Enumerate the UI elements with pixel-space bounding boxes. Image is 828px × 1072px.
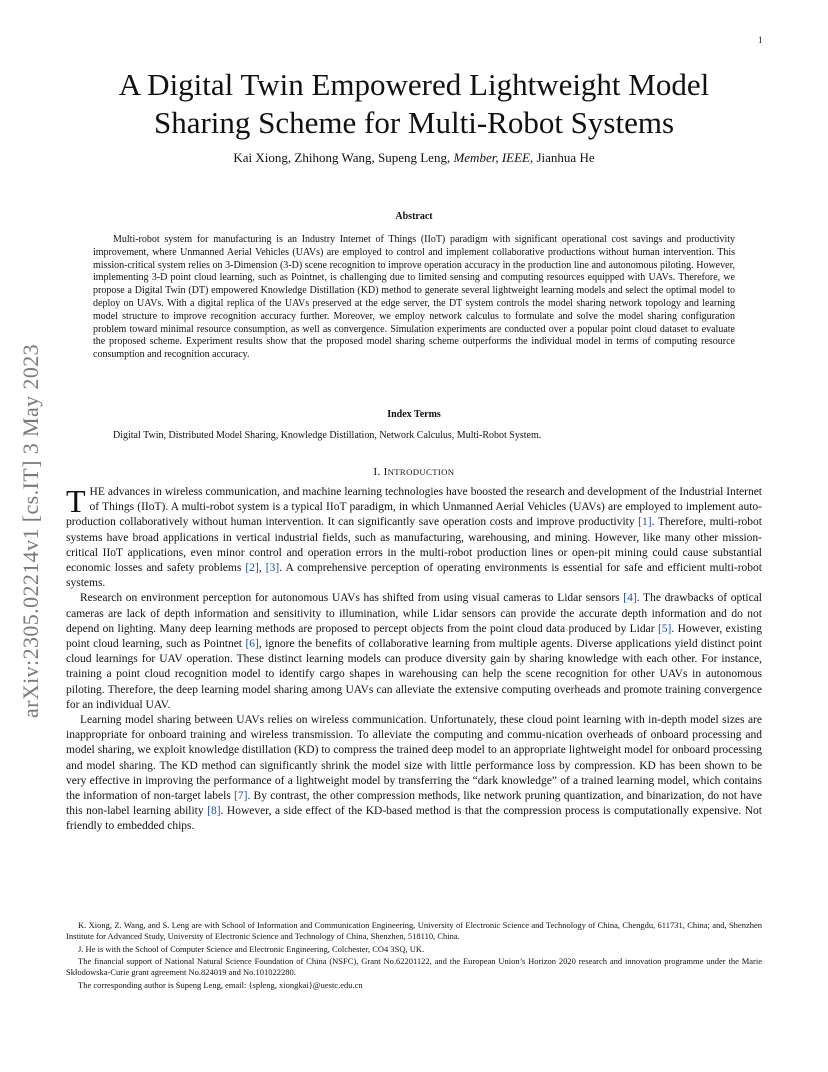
- intro-body: [66, 485, 762, 835]
- paragraph-text: . By contrast, the other compression methods, like network pruning quantization, and binarization, do not have this non-label learning ability: [66, 790, 763, 818]
- paragraph-text: . However, a side effect of the KD-based method is that the compression process is computationally expensive. Not friendly to embedded chips.: [66, 805, 762, 833]
- arxiv-stamp-text: arXiv:2305.02214v1 [cs.IT] 3 May 2023: [18, 343, 43, 719]
- citation-link[interactable]: [2]: [245, 562, 259, 575]
- footnote-affiliation: K. Xiong, Z. Wang, and S. Leng are with School of Information and Communication Engineering, University of Electronic Science and Technology of China, Chengdu, 611731, China; and, Shenzhen Institute for Advanced Study, University of Electronic Science and Technology of China, Shenzhen, 518110, China.: [66, 920, 762, 941]
- index-terms-text: Digital Twin, Distributed Model Sharing, Knowledge Distillation, Network Calculus, Multi-Robot System.: [113, 430, 542, 441]
- abstract-text: Multi-robot system for manufacturing is an Industry Internet of Things (IIoT) paradigm with significant operational cost savings and productivity improvement, where Unmanned Aerial Vehicles (UAVs) are employed to control and implement collaborative productions without human intervention. This mission-critical system relies on 3-Dimension (3-D) scene recognition to improve operation accuracy in the production line and autonomous piloting. However, implementing 3-D point cloud learning, such as Pointnet, is challenging due to limited sensing and computing resources equipped with UAVs. Therefore, we propose a Digital Twin (DT) empowered Knowledge Distillation (KD) method to generate several lightweight learning models and select the optimal model to deploy on UAVs. With a digital replica of the UAVs preserved at the edge server, the DT system controls the model sharing network topology and learning model structure to improve recognition accuracy further. Moreover, we employ network calculus to formulate and solve the model sharing configuration problem toward minimal resource consumption, as well as convergence. Simulation experiments are conducted over a popular point cloud dataset to evaluate the proposed scheme. Experiment results show that the proposed model sharing scheme outperforms the individual model in terms of computing resource consumption and recognition accuracy.: [93, 234, 735, 361]
- paragraph-text: , ignore the benefits of collaborative learning from multiple agents. Diverse applications yield distinct point cloud learnings for UAV operation. These distinct learning models can produce diversity gain by sharing knowledge with each other. For instance, training a point cloud recognition model to identify cargo shapes in warehousing can help the scene recognition for other UAVs in autonomous piloting. Therefore, the deep learning model sharing among UAVs can alleviate the extensive computing overheads and promote training convergence for an individual UAV.: [66, 638, 762, 711]
- title-line-2: Sharing Scheme for Multi-Robot Systems: [153, 105, 675, 140]
- page-number: 1: [758, 35, 763, 45]
- citation-link[interactable]: [3]: [265, 562, 280, 575]
- paper-title: [66, 66, 762, 142]
- footnotes: [66, 920, 762, 992]
- paragraph-text: . Therefore, multi-robot systems have broad applications in vertical industrial fields, such as manufacturing, warehousing, and mining. However, like many other mission-critical IIoT applications, even minor control and operation errors in the multi-robot production lines or open-pit mining could cause substantial economic losses and safety problems: [66, 516, 762, 575]
- author-names-last: , Jianhua He: [529, 150, 595, 165]
- paragraph-text: Learning model sharing between UAVs relies on wireless communication. Unfortunately, these cloud point learning with in-depth model sizes are inappropriate for onboard training and wireless transmission. To alleviate the computing and commu-nication overheads of onboard processing and model sharing, we exploit knowledge distillation (KD) to compress the trained deep model to an appropriate lightweight model for onboard processing and model sharing. The KD method can significantly shrink the model size with little performance loss by compression. KD has been shown to be very effective in improving the performance of a lightweight model by transferring the “dark knowledge” of a trained learning model, which contains the information of non-target labels: [66, 714, 762, 803]
- section-rest: NTRODUCTION: [387, 467, 455, 477]
- paragraph-text: . The drawbacks of optical cameras are lack of depth information and sensitivity to illumination, while Lidar sensors can provide the accurate depth information and do not depend on lighting. Many deep learning methods are proposed to percept objects from the point cloud data produced by Lidar: [66, 592, 762, 635]
- title-line-1: A Digital Twin Empowered Lightweight Model: [118, 67, 710, 102]
- citation-link[interactable]: [7]: [234, 790, 248, 803]
- paragraph-text: Research on environment perception for autonomous UAVs has shifted from using visual cameras to Lidar sensors: [80, 592, 624, 605]
- drop-cap: T: [66, 483, 86, 519]
- abstract-heading: Abstract: [395, 211, 433, 222]
- citation-link[interactable]: [6]: [245, 638, 259, 651]
- citation-link[interactable]: [1]: [638, 516, 652, 529]
- section-numeral: I.: [373, 466, 384, 478]
- arxiv-stamp: [10, 296, 52, 766]
- citation-link[interactable]: [8]: [207, 805, 221, 818]
- index-terms-heading: Index Terms: [387, 409, 441, 420]
- author-line: [66, 150, 762, 166]
- paragraph-3: [66, 713, 762, 835]
- paragraph-text: . However, existing point cloud learning, such as Pointnet: [66, 622, 763, 651]
- footnote-funding: The financial support of National Natural Science Foundation of China (NSFC), Grant No.62201122, and the European Union’s Horizon 2020 research and innovation programme under the Marie Skłodowska-Curie grant agreement No.824019 and No.101022280.: [66, 956, 762, 978]
- paragraph-text: ,: [258, 562, 266, 575]
- paragraph-1: [66, 485, 762, 591]
- citation-link[interactable]: [5]: [657, 622, 672, 635]
- footnote-affiliation: J. He is with the School of Computer Science and Electronic Engineering, Colchester, CO4 3SQ, UK.: [78, 943, 425, 954]
- author-names: Kai Xiong, Zhihong Wang, Supeng Leng,: [233, 150, 454, 165]
- paragraph-text: HE advances in wireless communication, and machine learning technologies have boosted the research and development of the Industrial Internet of Things (IIoT). A multi-robot system is a typical IIoT paradigm, in which Unmanned Aerial Vehicles (UAVs) are employed to implement auto-production collaboratively without human intervention. It can significantly save operation costs and improve productivity: [66, 486, 762, 529]
- footnote-corresponding: The corresponding author is Supeng Leng, email: {spleng, xiongkai}@uestc.edu.cn: [78, 979, 363, 990]
- citation-link[interactable]: [4]: [623, 592, 637, 605]
- paragraph-2: [66, 591, 762, 713]
- section-initial: I: [383, 466, 388, 478]
- section-heading-introduction: [66, 466, 762, 478]
- paragraph-text: . A comprehensive perception of operating environments is essential for safe and efficient multi-robot systems.: [66, 562, 763, 590]
- author-membership: Member, IEEE: [453, 150, 530, 165]
